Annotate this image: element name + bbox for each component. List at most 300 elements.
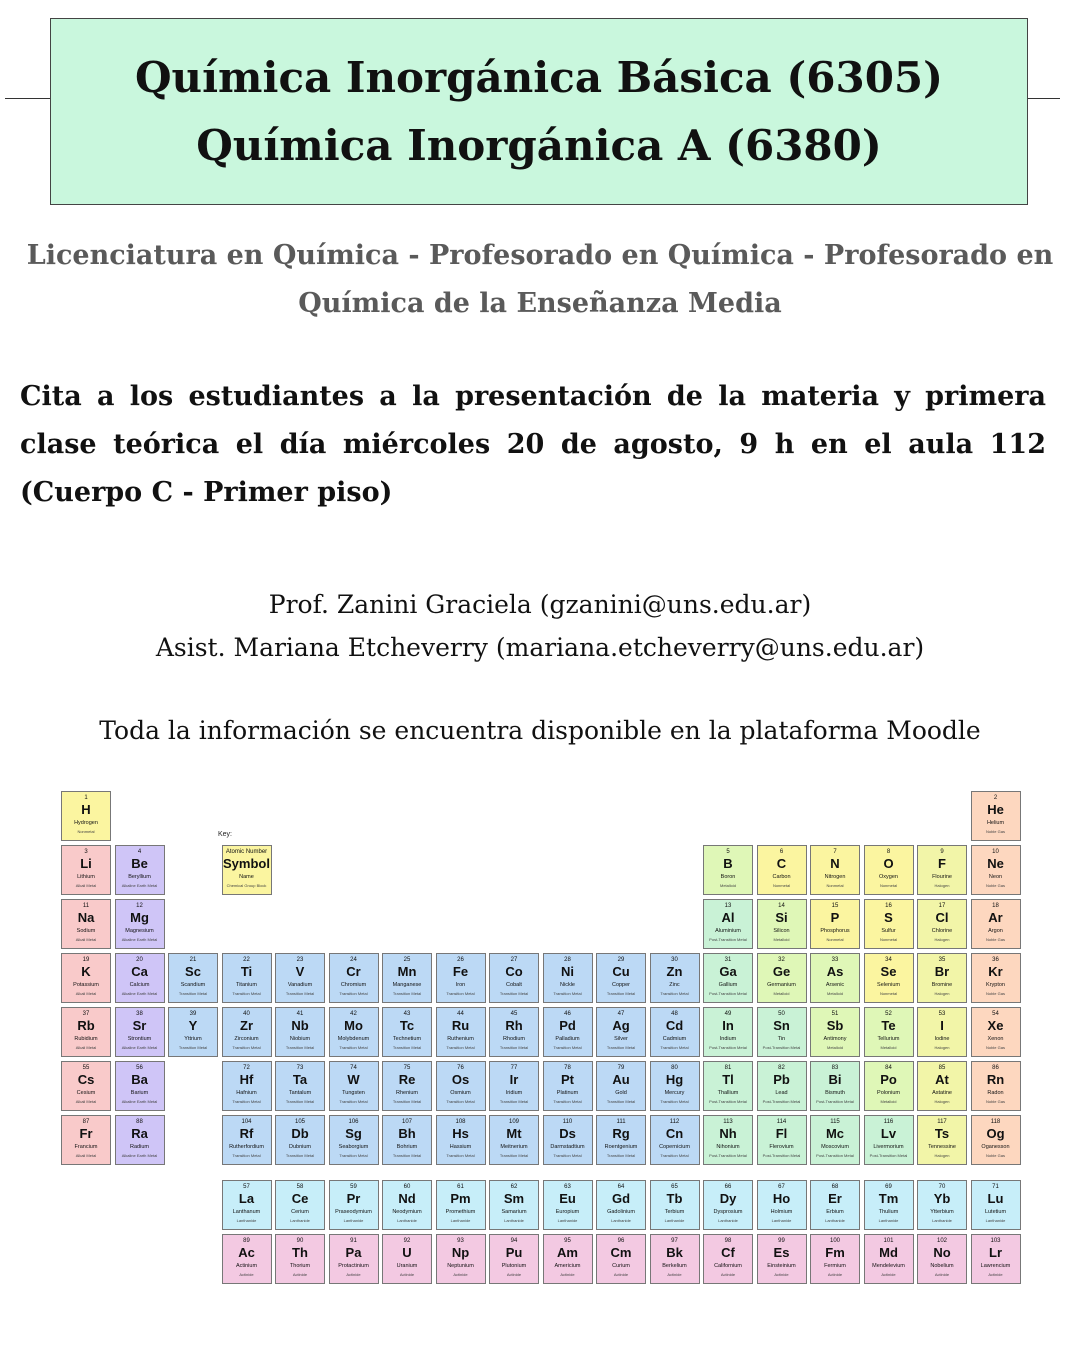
element-grp: Lanthanide xyxy=(343,1218,364,1223)
element-num: 66 xyxy=(724,1184,732,1190)
element-num: 18 xyxy=(992,903,999,909)
element-sym: Be xyxy=(131,856,148,871)
element-cell-cs xyxy=(61,1061,111,1111)
element-num: 13 xyxy=(724,903,732,909)
element-sym: In xyxy=(722,1018,734,1033)
element-num: 63 xyxy=(564,1184,571,1190)
element-num: 117 xyxy=(937,1119,947,1125)
element-nm: Neptunium xyxy=(447,1263,474,1269)
element-cell-sg xyxy=(329,1115,379,1165)
element-cell-ca xyxy=(115,953,165,1003)
element-grp: Actinide xyxy=(720,1272,736,1277)
element-grp: Alkali Metal xyxy=(75,1099,97,1104)
element-num: 39 xyxy=(189,1011,197,1017)
element-sym: U xyxy=(402,1245,412,1260)
element-num: 80 xyxy=(671,1065,678,1071)
element-num: 90 xyxy=(296,1238,304,1244)
element-cell-po xyxy=(864,1061,914,1111)
element-nm: Osmium xyxy=(450,1090,471,1096)
element-nm: Oganesson xyxy=(981,1144,1010,1150)
element-nm: Zirconium xyxy=(234,1036,259,1042)
element-num: 43 xyxy=(403,1011,411,1017)
element-num: 67 xyxy=(778,1184,785,1190)
element-cell-xe xyxy=(971,1007,1021,1057)
element-cell-u xyxy=(382,1234,432,1284)
element-grp: Actinide xyxy=(506,1272,522,1277)
element-cell-hg xyxy=(650,1061,700,1111)
element-num: 24 xyxy=(350,957,357,963)
element-num: 11 xyxy=(82,903,90,909)
element-sym: Rn xyxy=(986,1072,1005,1087)
element-sym: Pr xyxy=(346,1191,361,1206)
element-cell-ar xyxy=(971,899,1021,949)
element-sym: No xyxy=(933,1245,951,1260)
element-grp: Lanthanide xyxy=(718,1218,738,1223)
element-cell-db xyxy=(275,1115,325,1165)
element-grp: Metalloid xyxy=(719,883,736,888)
element-grp: Halogen xyxy=(934,937,950,942)
element-cell-pd xyxy=(543,1007,593,1057)
element-grp: Post-Transition Metal xyxy=(709,1153,747,1158)
element-num: 109 xyxy=(508,1119,519,1125)
element-grp: Transition Metal xyxy=(660,1099,689,1104)
element-cell-re xyxy=(382,1061,432,1111)
element-nm: Germanium xyxy=(767,982,796,988)
element-grp: Actinide xyxy=(774,1272,789,1277)
element-sym: Rh xyxy=(505,1018,523,1033)
element-nm: Iodine xyxy=(934,1036,950,1042)
element-num: 60 xyxy=(403,1184,411,1190)
element-nm: Nickle xyxy=(560,982,575,988)
element-sym: Hs xyxy=(452,1126,469,1141)
degree-programs: Licenciatura en Química - Profesorado en Química - Profesorado en Química de la Enseñanza Media xyxy=(26,240,1054,319)
element-grp: Transition Metal xyxy=(232,991,261,996)
element-grp: Lanthanide xyxy=(557,1218,578,1223)
element-sym: Md xyxy=(879,1245,898,1260)
element-num: 89 xyxy=(243,1238,250,1244)
element-cell-er xyxy=(810,1180,860,1230)
element-nm: Meitnerium xyxy=(500,1144,528,1150)
element-cell-bk xyxy=(650,1234,700,1284)
element-cell-ac xyxy=(222,1234,272,1284)
element-cell-s xyxy=(864,899,914,949)
element-cell-tl xyxy=(703,1061,753,1111)
element-nm: Americium xyxy=(554,1263,581,1269)
element-nm: Potassium xyxy=(73,982,99,988)
element-grp: Actinide xyxy=(292,1272,308,1277)
element-cell-rb xyxy=(61,1007,111,1057)
element-nm: Nitrogen xyxy=(824,874,846,880)
element-sym: F xyxy=(938,856,946,871)
element-num: 9 xyxy=(940,849,944,855)
element-num: 10 xyxy=(992,849,999,855)
element-nm: Rhenium xyxy=(395,1090,418,1096)
element-nm: Radon xyxy=(987,1090,1004,1096)
element-cell-ni xyxy=(543,953,593,1003)
element-nm: Copper xyxy=(611,982,631,988)
element-nm: Technetium xyxy=(392,1036,422,1042)
element-grp: Lanthanide xyxy=(878,1218,899,1223)
element-num: 41 xyxy=(296,1011,304,1017)
element-cell-cu xyxy=(596,953,646,1003)
element-cell-i xyxy=(917,1007,967,1057)
element-grp: Lanthanide xyxy=(985,1218,1006,1223)
element-sym: Br xyxy=(934,964,950,979)
element-cell-br xyxy=(917,953,967,1003)
element-num: 59 xyxy=(350,1184,357,1190)
element-cell-nh xyxy=(703,1115,753,1165)
element-grp: Alkaline Earth Metal xyxy=(121,1099,158,1104)
element-sym: He xyxy=(987,802,1004,817)
element-nm: Chlorine xyxy=(931,928,953,934)
element-nm: Strontium xyxy=(127,1036,152,1042)
element-sym: Cd xyxy=(665,1018,684,1033)
element-sym: Cn xyxy=(665,1126,684,1141)
element-grp: Lanthanide xyxy=(664,1218,685,1223)
element-cell-cd xyxy=(650,1007,700,1057)
element-sym: Ta xyxy=(292,1072,308,1087)
element-grp: Alkaline Earth Metal xyxy=(121,937,158,942)
element-num: 75 xyxy=(403,1065,411,1071)
element-sym: Au xyxy=(612,1072,630,1087)
element-grp: Actinide xyxy=(399,1272,415,1277)
element-cell-tb xyxy=(650,1180,700,1230)
element-cell-f xyxy=(917,845,967,895)
element-sym: Ne xyxy=(987,856,1004,871)
element-sym: Mc xyxy=(825,1126,845,1141)
element-grp: Actinide xyxy=(667,1272,682,1277)
element-grp: Lanthanide xyxy=(611,1218,631,1223)
element-num: 92 xyxy=(403,1238,411,1244)
element-grp: Transition Metal xyxy=(285,1153,315,1158)
element-num: 44 xyxy=(457,1011,464,1017)
element-sym: Ca xyxy=(131,964,148,979)
element-num: 99 xyxy=(778,1238,785,1244)
element-sym: Mo xyxy=(344,1018,363,1033)
element-num: 53 xyxy=(938,1011,946,1017)
element-sym: Re xyxy=(398,1072,416,1087)
element-num: 68 xyxy=(831,1184,839,1190)
element-sym: H xyxy=(81,802,91,817)
element-num: 100 xyxy=(829,1238,840,1244)
element-sym: Ac xyxy=(238,1245,255,1260)
element-grp: Noble Gas xyxy=(986,991,1005,996)
element-grp: Nonmetal xyxy=(879,883,898,888)
element-sym: Na xyxy=(77,910,95,925)
key-cell xyxy=(222,845,272,895)
element-grp: Transition Metal xyxy=(446,991,475,996)
element-num: 33 xyxy=(831,957,839,963)
element-nm: Actinium xyxy=(235,1263,258,1269)
element-grp: Lanthanide xyxy=(825,1218,845,1223)
element-grp: Transition Metal xyxy=(339,1099,368,1104)
element-cell-sb xyxy=(810,1007,860,1057)
element-num: 38 xyxy=(136,1011,143,1017)
element-cell-sr xyxy=(115,1007,165,1057)
element-num: 42 xyxy=(350,1011,357,1017)
element-nm: Cesium xyxy=(76,1090,96,1096)
element-nm: Francium xyxy=(74,1144,98,1150)
element-num: 23 xyxy=(296,957,304,963)
element-sym: Pd xyxy=(559,1018,576,1033)
element-cell-ce xyxy=(275,1180,325,1230)
element-num: 82 xyxy=(778,1065,785,1071)
element-sym: Lu xyxy=(987,1191,1004,1206)
element-grp: Alkaline Earth Metal xyxy=(121,1045,158,1050)
element-grp: Transition Metal xyxy=(499,1099,529,1104)
element-nm: Titanium xyxy=(236,982,257,988)
element-cell-rh xyxy=(489,1007,539,1057)
element-nm: Fermium xyxy=(824,1263,846,1269)
element-nm: Praseodymium xyxy=(335,1209,372,1215)
element-sym: Ir xyxy=(509,1072,519,1087)
element-nm: Cobalt xyxy=(506,982,522,988)
element-cell-he xyxy=(971,791,1021,841)
element-grp: Alkali Metal xyxy=(75,937,97,942)
element-num: 78 xyxy=(564,1065,571,1071)
element-num: 37 xyxy=(82,1011,90,1017)
element-nm: Nobelium xyxy=(930,1263,954,1269)
element-cell-ra xyxy=(115,1115,165,1165)
element-sym: N xyxy=(830,856,840,871)
element-num: 113 xyxy=(723,1119,733,1125)
element-sym: Cl xyxy=(935,910,949,925)
element-nm: Krypton xyxy=(986,982,1005,988)
element-num: 21 xyxy=(189,957,197,963)
element-cell-n xyxy=(810,845,860,895)
element-grp: Actinide xyxy=(453,1272,468,1277)
element-nm: Niobium xyxy=(289,1036,311,1042)
moodle-note: Toda la información se encuentra disponible en la plataforma Moodle xyxy=(99,716,981,745)
element-nm: Lanthanum xyxy=(232,1209,261,1215)
element-cell-eu xyxy=(543,1180,593,1230)
element-grp: Noble Gas xyxy=(986,1153,1005,1158)
element-grp: Post-Transition Metal xyxy=(762,1153,801,1158)
element-num: 28 xyxy=(564,957,571,963)
element-cell-at xyxy=(917,1061,967,1111)
element-num: 50 xyxy=(778,1011,785,1017)
element-cell-si xyxy=(757,899,807,949)
element-cell-cl xyxy=(917,899,967,949)
element-sym: Cs xyxy=(77,1072,95,1087)
element-sym: Fl xyxy=(775,1126,788,1141)
element-sym: Dy xyxy=(719,1191,737,1206)
element-nm: Silicon xyxy=(773,928,790,934)
element-sym: La xyxy=(238,1191,255,1206)
element-num: 31 xyxy=(724,957,732,963)
element-num: 81 xyxy=(724,1065,732,1071)
element-grp: Post-Transition Metal xyxy=(816,1099,854,1104)
element-grp: Noble Gas xyxy=(986,883,1005,888)
element-sym: Ho xyxy=(772,1191,791,1206)
element-sym: Kr xyxy=(988,964,1003,979)
element-cell-bi xyxy=(810,1061,860,1111)
element-cell-fr xyxy=(61,1115,111,1165)
element-grp: Transition Metal xyxy=(178,991,208,996)
element-sym: S xyxy=(884,910,893,925)
element-cell-b xyxy=(703,845,753,895)
element-num: 111 xyxy=(616,1119,626,1125)
element-nm: Aluminium xyxy=(715,928,741,934)
element-grp: Noble Gas xyxy=(986,829,1005,834)
element-cell-h xyxy=(61,791,111,841)
element-nm: Roentgenium xyxy=(604,1144,638,1150)
element-cell-o xyxy=(864,845,914,895)
element-num: 107 xyxy=(401,1119,412,1125)
element-num: 61 xyxy=(457,1184,464,1190)
element-num: 35 xyxy=(938,957,946,963)
element-sym: Np xyxy=(451,1245,470,1260)
element-cell-al xyxy=(703,899,753,949)
element-sym: Si xyxy=(775,910,788,925)
element-sym: Tb xyxy=(666,1191,683,1206)
element-sym: Tm xyxy=(878,1191,899,1206)
element-grp: Transition Metal xyxy=(339,1045,368,1050)
element-num: 65 xyxy=(671,1184,678,1190)
element-sym: Cf xyxy=(721,1245,735,1260)
element-grp: Transition Metal xyxy=(553,1153,582,1158)
element-nm: Erbium xyxy=(826,1209,844,1215)
element-num: 6 xyxy=(779,849,784,855)
element-grp: Actinide xyxy=(827,1272,843,1277)
element-nm: Arsenic xyxy=(825,982,845,988)
element-sym: Hf xyxy=(239,1072,254,1087)
element-cell-c xyxy=(757,845,807,895)
element-nm: Lithium xyxy=(77,874,95,880)
element-sym: Gd xyxy=(611,1191,631,1206)
element-num: 54 xyxy=(992,1011,999,1017)
element-cell-gd xyxy=(596,1180,646,1230)
element-nm: Rhodium xyxy=(502,1036,525,1042)
element-cell-y xyxy=(168,1007,218,1057)
element-grp: Transition Metal xyxy=(660,991,689,996)
element-cell-tm xyxy=(864,1180,914,1230)
element-sym: Nd xyxy=(398,1191,416,1206)
element-sym: Zn xyxy=(666,964,683,979)
element-sym: Po xyxy=(880,1072,897,1087)
element-cell-zr xyxy=(222,1007,272,1057)
element-grp: Alkali Metal xyxy=(75,1045,97,1050)
element-num: 5 xyxy=(726,849,730,855)
element-grp: Actinide xyxy=(934,1272,950,1277)
element-nm: Copernicium xyxy=(659,1144,690,1150)
element-grp: Post-Transition Metal xyxy=(762,1099,801,1104)
element-nm: Lutetium xyxy=(984,1209,1007,1215)
element-sym: Ar xyxy=(988,910,1003,925)
element-cell-md xyxy=(864,1234,914,1284)
element-nm: Argon xyxy=(988,928,1003,934)
element-num: 7 xyxy=(833,849,837,855)
element-num: 48 xyxy=(671,1011,678,1017)
element-sym: Sc xyxy=(185,964,201,979)
element-num: 3 xyxy=(84,849,88,855)
element-sym: Ni xyxy=(561,964,574,979)
element-nm: Iron xyxy=(455,982,466,988)
element-cell-cf xyxy=(703,1234,753,1284)
element-num: 72 xyxy=(243,1065,250,1071)
assistant-contact: Asist. Mariana Etcheverry (mariana.etcheverry@uns.edu.ar) xyxy=(155,633,925,662)
element-cell-la xyxy=(222,1180,272,1230)
element-cell-es xyxy=(757,1234,807,1284)
element-nm: Plutonium xyxy=(501,1263,527,1269)
element-num: 14 xyxy=(778,903,785,909)
element-nm: Bohrium xyxy=(396,1144,418,1150)
element-num: 56 xyxy=(136,1065,143,1071)
element-sym: Xe xyxy=(987,1018,1004,1033)
element-nm: Ytterbium xyxy=(930,1209,954,1215)
element-grp: Transition Metal xyxy=(446,1153,475,1158)
element-cell-lv xyxy=(864,1115,914,1165)
element-cell-hf xyxy=(222,1061,272,1111)
element-nm: Dysprosium xyxy=(713,1209,743,1215)
element-num: 40 xyxy=(243,1011,250,1017)
element-cell-fe xyxy=(436,953,486,1003)
element-sym: V xyxy=(295,964,305,979)
element-nm: Antimony xyxy=(823,1036,847,1042)
element-nm: Uranium xyxy=(396,1263,418,1269)
element-cell-ta xyxy=(275,1061,325,1111)
staff-block xyxy=(0,583,1080,669)
element-nm: Thorium xyxy=(289,1263,311,1269)
element-sym: Ba xyxy=(131,1072,148,1087)
element-num: 93 xyxy=(457,1238,464,1244)
element-num: 22 xyxy=(243,957,250,963)
element-grp: Metalloid xyxy=(880,1045,897,1050)
element-cell-ho xyxy=(757,1180,807,1230)
element-nm: Cerium xyxy=(291,1209,309,1215)
element-sym: Ti xyxy=(240,964,253,979)
element-sym: Cm xyxy=(610,1245,632,1260)
element-nm: Rubidium xyxy=(74,1036,98,1042)
title-box xyxy=(50,18,1028,205)
element-grp: Post-Transition Metal xyxy=(762,1045,801,1050)
element-grp: Transition Metal xyxy=(606,1099,636,1104)
element-cell-na xyxy=(61,899,111,949)
element-nm: Indium xyxy=(719,1036,737,1042)
element-cell-cm xyxy=(596,1234,646,1284)
element-cell-se xyxy=(864,953,914,1003)
element-nm: Curium xyxy=(612,1263,630,1269)
element-cell-rg xyxy=(596,1115,646,1165)
element-sym: Ge xyxy=(772,964,791,979)
element-nm: Selenium xyxy=(877,982,900,988)
element-sym: Rg xyxy=(612,1126,630,1141)
element-cell-ba xyxy=(115,1061,165,1111)
element-nm: Rutherfordium xyxy=(229,1144,264,1150)
element-grp: Transition Metal xyxy=(606,1153,636,1158)
element-cell-ru xyxy=(436,1007,486,1057)
element-cell-zn xyxy=(650,953,700,1003)
element-grp: Noble Gas xyxy=(986,937,1005,942)
element-nm: Chromium xyxy=(340,982,367,988)
element-nm: Calcium xyxy=(129,982,150,988)
element-num: 101 xyxy=(883,1238,894,1244)
element-sym: Ra xyxy=(131,1126,148,1141)
element-grp: Transition Metal xyxy=(339,1153,368,1158)
element-sym: Nb xyxy=(291,1018,309,1033)
element-cell-k xyxy=(61,953,111,1003)
element-grp: Transition Metal xyxy=(178,1045,208,1050)
element-cell-og xyxy=(971,1115,1021,1165)
element-sym: Lr xyxy=(989,1245,1002,1260)
element-sym: As xyxy=(826,964,844,979)
element-nm: Oxygen xyxy=(879,874,898,880)
element-nm: Ruthenium xyxy=(447,1036,474,1042)
element-nm: Sulfur xyxy=(881,928,896,934)
element-sym: Yb xyxy=(933,1191,951,1206)
element-sym: Nh xyxy=(719,1126,737,1141)
element-num: 76 xyxy=(457,1065,464,1071)
